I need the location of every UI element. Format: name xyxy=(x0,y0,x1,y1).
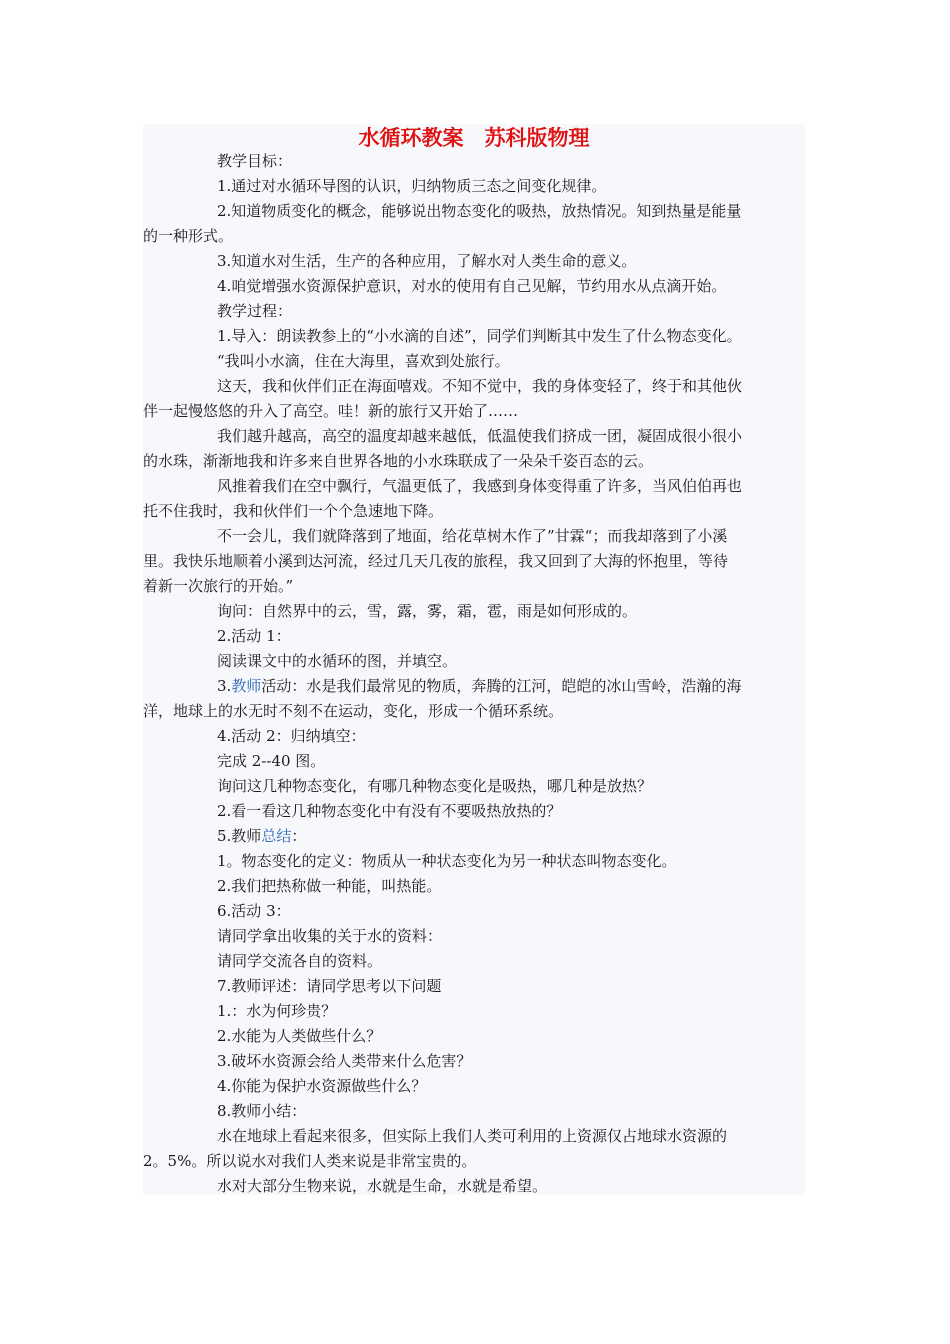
text-line: 请同学交流各自的资料。 xyxy=(217,952,383,970)
text-line: 1.通过对水循环导图的认识，归纳物质三态之间变化规律。 xyxy=(217,177,607,195)
text-line: 我们越升越高，高空的温度却越来越低，低温使我们挤成一团，凝固成很小很小 xyxy=(217,427,743,445)
text-line: 2。5%。所以说水对我们人类来说是非常宝贵的。 xyxy=(143,1152,477,1170)
text-line: 4.活动 2：归纳填空： xyxy=(217,727,366,745)
text-line: 7.教师评述：请同学思考以下问题 xyxy=(217,977,442,995)
text-line: 2.看一看这几种物态变化中有没有不要吸热放热的？ xyxy=(217,802,562,820)
text-line: 教学目标： xyxy=(217,152,293,170)
text-line: 1.导入：朗读教参上的“小水滴的自述”，同学们判断其中发生了什么物态变化。 xyxy=(217,327,742,345)
text-line xyxy=(143,674,805,699)
text-line: 8.教师小结： xyxy=(217,1102,307,1120)
text-line: 询问：自然界中的云，雪，露，雾，霜，雹，雨是如何形成的。 xyxy=(217,602,638,620)
text-line: 2.活动 1： xyxy=(217,627,291,645)
document-title: 水循环教案 苏科版物理 xyxy=(358,126,590,150)
text-line: 的一种形式。 xyxy=(143,227,234,245)
text-line: 洋，地球上的水无时不刻不在运动，变化，形成一个循环系统。 xyxy=(143,702,564,720)
text-line: “我叫小水滴，住在大海里，喜欢到处旅行。 xyxy=(217,352,510,370)
text-line: 里。我快乐地顺着小溪到达河流，经过几天几夜的旅程，我又回到了大海的怀抱里，等待 xyxy=(143,552,729,570)
line-text-before-link: 3. xyxy=(217,677,232,695)
line-text-after-link: 活动：水是我们最常见的物质，奔腾的江河，皑皑的冰山雪岭，浩瀚的海 xyxy=(261,677,742,695)
text-line: 伴一起慢悠悠的升入了高空。哇！新的旅行又开始了…… xyxy=(143,402,519,420)
text-line: 请同学拿出收集的关于水的资料： xyxy=(217,927,443,945)
text-line xyxy=(143,824,805,849)
text-line: 风推着我们在空中飘行，气温更低了，我感到身体变得重了许多，当风伯伯再也 xyxy=(217,477,743,495)
text-line: 1.：水为何珍贵？ xyxy=(217,1002,337,1020)
document-page xyxy=(143,124,805,1195)
line-text-after-link: ： xyxy=(291,827,307,845)
text-line: 4.咱觉增强水资源保护意识，对水的使用有自己见解，节约用水从点滴开始。 xyxy=(217,277,727,295)
text-line: 完成 2--40 图。 xyxy=(217,752,326,770)
text-line: 6.活动 3： xyxy=(217,902,291,920)
text-line: 的水珠，渐渐地我和许多来自世界各地的小水珠联成了一朵朵千姿百态的云。 xyxy=(143,452,654,470)
text-line: 不一会儿，我们就降落到了地面，给花草树木作了”甘霖“；而我却落到了小溪 xyxy=(217,527,728,545)
inline-link[interactable]: 教师 xyxy=(231,677,262,695)
text-line: 水在地球上看起来很多，但实际上我们人类可利用的上资源仅占地球水资源的 xyxy=(217,1127,728,1145)
text-line: 2.我们把热称做一种能，叫热能。 xyxy=(217,877,442,895)
text-line: 着新一次旅行的开始。” xyxy=(143,577,294,595)
line-text-before-link: 5.教师 xyxy=(217,827,262,845)
text-line: 阅读课文中的水循环的图，并填空。 xyxy=(217,652,458,670)
text-line: 2.水能为人类做些什么？ xyxy=(217,1027,382,1045)
text-line: 教学过程： xyxy=(217,302,293,320)
inline-link[interactable]: 总结 xyxy=(261,827,292,845)
text-line: 询问这几种物态变化，有哪几种物态变化是吸热，哪几种是放热？ xyxy=(217,777,653,795)
text-line: 1。物态变化的定义：物质从一种状态变化为另一种状态叫物态变化。 xyxy=(217,852,677,870)
text-line: 4.你能为保护水资源做些什么？ xyxy=(217,1077,427,1095)
text-line: 2.知道物质变化的概念，能够说出物态变化的吸热，放热情况。知到热量是能量 xyxy=(217,202,742,220)
text-line: 托不住我时，我和伙伴们一个个急速地下降。 xyxy=(143,502,444,520)
text-line: 3.破坏水资源会给人类带来什么危害？ xyxy=(217,1052,472,1070)
text-line: 3.知道水对生活，生产的各种应用，了解水对人类生命的意义。 xyxy=(217,252,637,270)
text-line: 水对大部分生物来说，水就是生命，水就是希望。 xyxy=(217,1177,548,1195)
text-line: 这天，我和伙伴们正在海面嘻戏。不知不觉中，我的身体变轻了，终于和其他伙 xyxy=(217,377,743,395)
document-body xyxy=(143,149,805,1199)
